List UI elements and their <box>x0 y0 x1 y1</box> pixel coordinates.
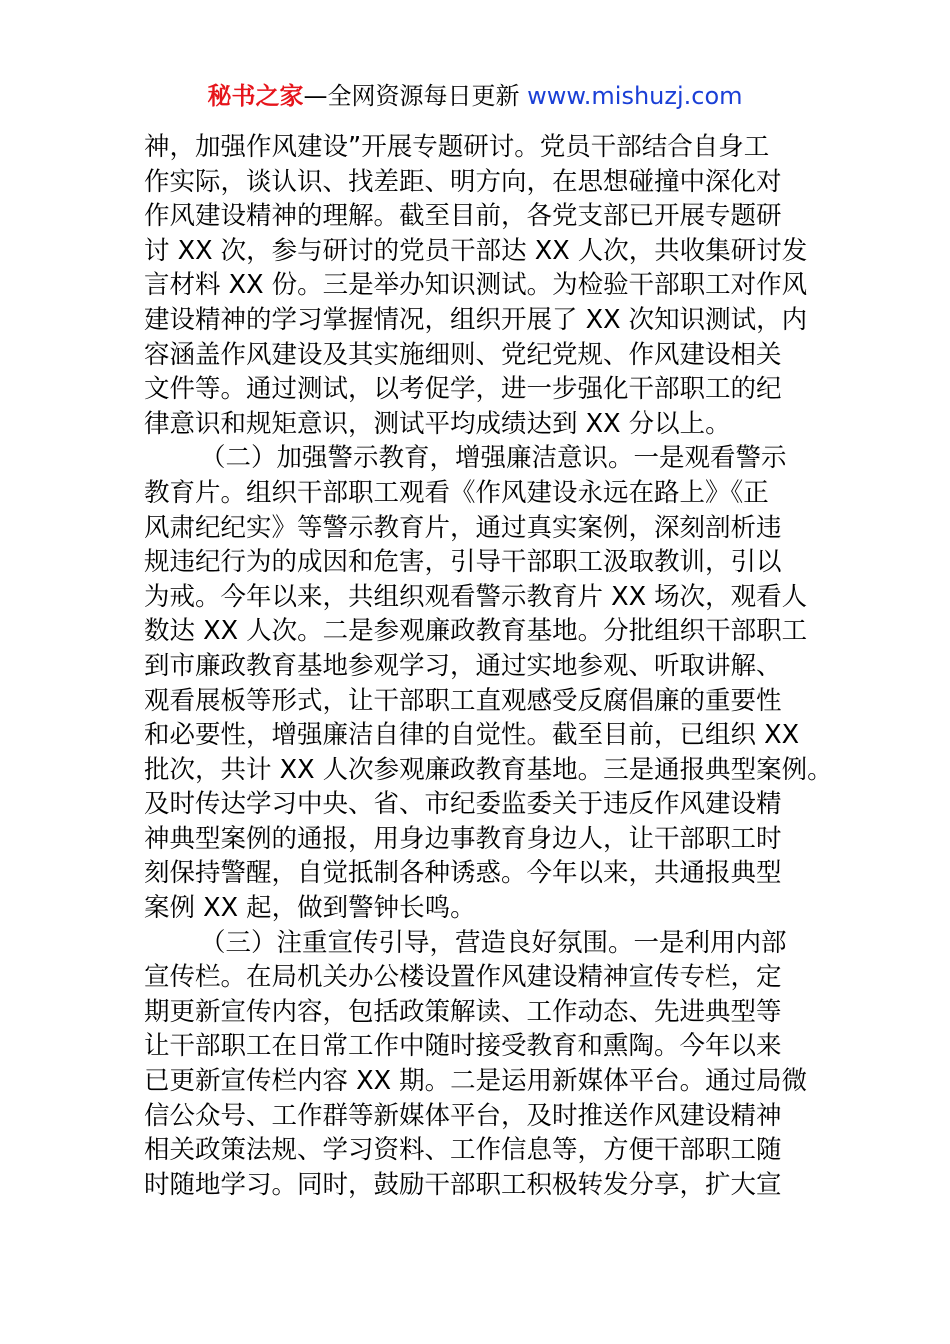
body-text-line: 作风建设精神的理解。截至目前，各党支部已开展专题研 <box>144 201 782 232</box>
body-text-line: 建设精神的学习掌握情况，组织开展了 XX 次知识测试，内 <box>144 304 808 335</box>
body-text-line: 风肃纪纪实》等警示教育片，通过真实案例，深刻剖析违 <box>144 512 782 543</box>
body-text-line: 已更新宣传栏内容 XX 期。二是运用新媒体平台。通过局微 <box>144 1066 808 1097</box>
body-text-line: 相关政策法规、学习资料、工作信息等，方便干部职工随 <box>144 1135 782 1166</box>
body-text-line: 律意识和规矩意识，测试平均成绩达到 XX 分以上。 <box>144 408 731 439</box>
body-text-line: 观看展板等形式，让干部职工直观感受反腐倡廉的重要性 <box>144 685 782 716</box>
body-text-line: 信公众号、工作群等新媒体平台，及时推送作风建设精神 <box>144 1100 782 1131</box>
body-text-line: 容涵盖作风建设及其实施细则、党纪党规、作风建设相关 <box>144 339 782 370</box>
body-text-line: 数达 XX 人次。二是参观廉政教育基地。分批组织干部职工 <box>144 616 808 647</box>
body-text-line: 让干部职工在日常工作中随时接受教育和熏陶。今年以来 <box>144 1031 782 1062</box>
paragraph-start-line: （二）加强警示教育，增强廉洁意识。一是观看警示 <box>200 443 787 474</box>
site-tagline: 全网资源每日更新 <box>327 82 520 110</box>
body-text-line: 到市廉政教育基地参观学习，通过实地参观、听取讲解、 <box>144 650 782 681</box>
body-text-line: 讨 XX 次，参与研讨的党员干部达 XX 人次，共收集研讨发 <box>144 235 808 266</box>
body-text-line: 批次，共计 XX 人次参观廉政教育基地。三是通报典型案例。 <box>144 754 833 785</box>
paragraph-start-line: （三）注重宣传引导，营造良好氛围。一是利用内部 <box>200 927 787 958</box>
site-header <box>0 78 950 114</box>
body-text-line: 神典型案例的通报，用身边事教育身边人，让干部职工时 <box>144 823 782 854</box>
body-text-line: 案例 XX 起，做到警钟长鸣。 <box>144 893 476 924</box>
site-brand: 秘书之家 <box>207 82 304 110</box>
body-text-line: 神，加强作风建设”开展专题研讨。党员干部结合自身工 <box>144 132 770 162</box>
body-text-line: 和必要性，增强廉洁自律的自觉性。截至目前，已组织 XX <box>144 720 800 751</box>
body-text-line: 规违纪行为的成因和危害，引导干部职工汲取教训，引以 <box>144 547 782 578</box>
body-text-line: 教育片。组织干部职工观看《作风建设永远在路上》《正 <box>144 477 769 508</box>
body-text-line: 言材料 XX 份。三是举办知识测试。为检验干部职工对作风 <box>144 270 808 301</box>
document-body <box>144 130 833 1202</box>
header-dash: — <box>303 82 328 110</box>
body-text-line: 期更新宣传内容，包括政策解读、工作动态、先进典型等 <box>144 996 782 1027</box>
body-text-line: 及时传达学习中央、省、市纪委监委关于违反作风建设精 <box>144 789 782 820</box>
site-url-link[interactable]: www.mishuzj.com <box>527 82 743 110</box>
body-text-line: 时随地学习。同时，鼓励干部职工积极转发分享，扩大宣 <box>144 1169 782 1200</box>
body-text-line: 刻保持警醒，自觉抵制各种诱惑。今年以来，共通报典型 <box>144 858 782 889</box>
body-text-line: 为戒。今年以来，共组织观看警示教育片 XX 场次，观看人 <box>144 581 808 612</box>
body-text-line: 文件等。通过测试，以考促学，进一步强化干部职工的纪 <box>144 374 782 405</box>
body-text-line: 作实际，谈认识、找差距、明方向，在思想碰撞中深化对 <box>144 166 782 197</box>
body-text-line: 宣传栏。在局机关办公楼设置作风建设精神宣传专栏，定 <box>144 962 782 993</box>
